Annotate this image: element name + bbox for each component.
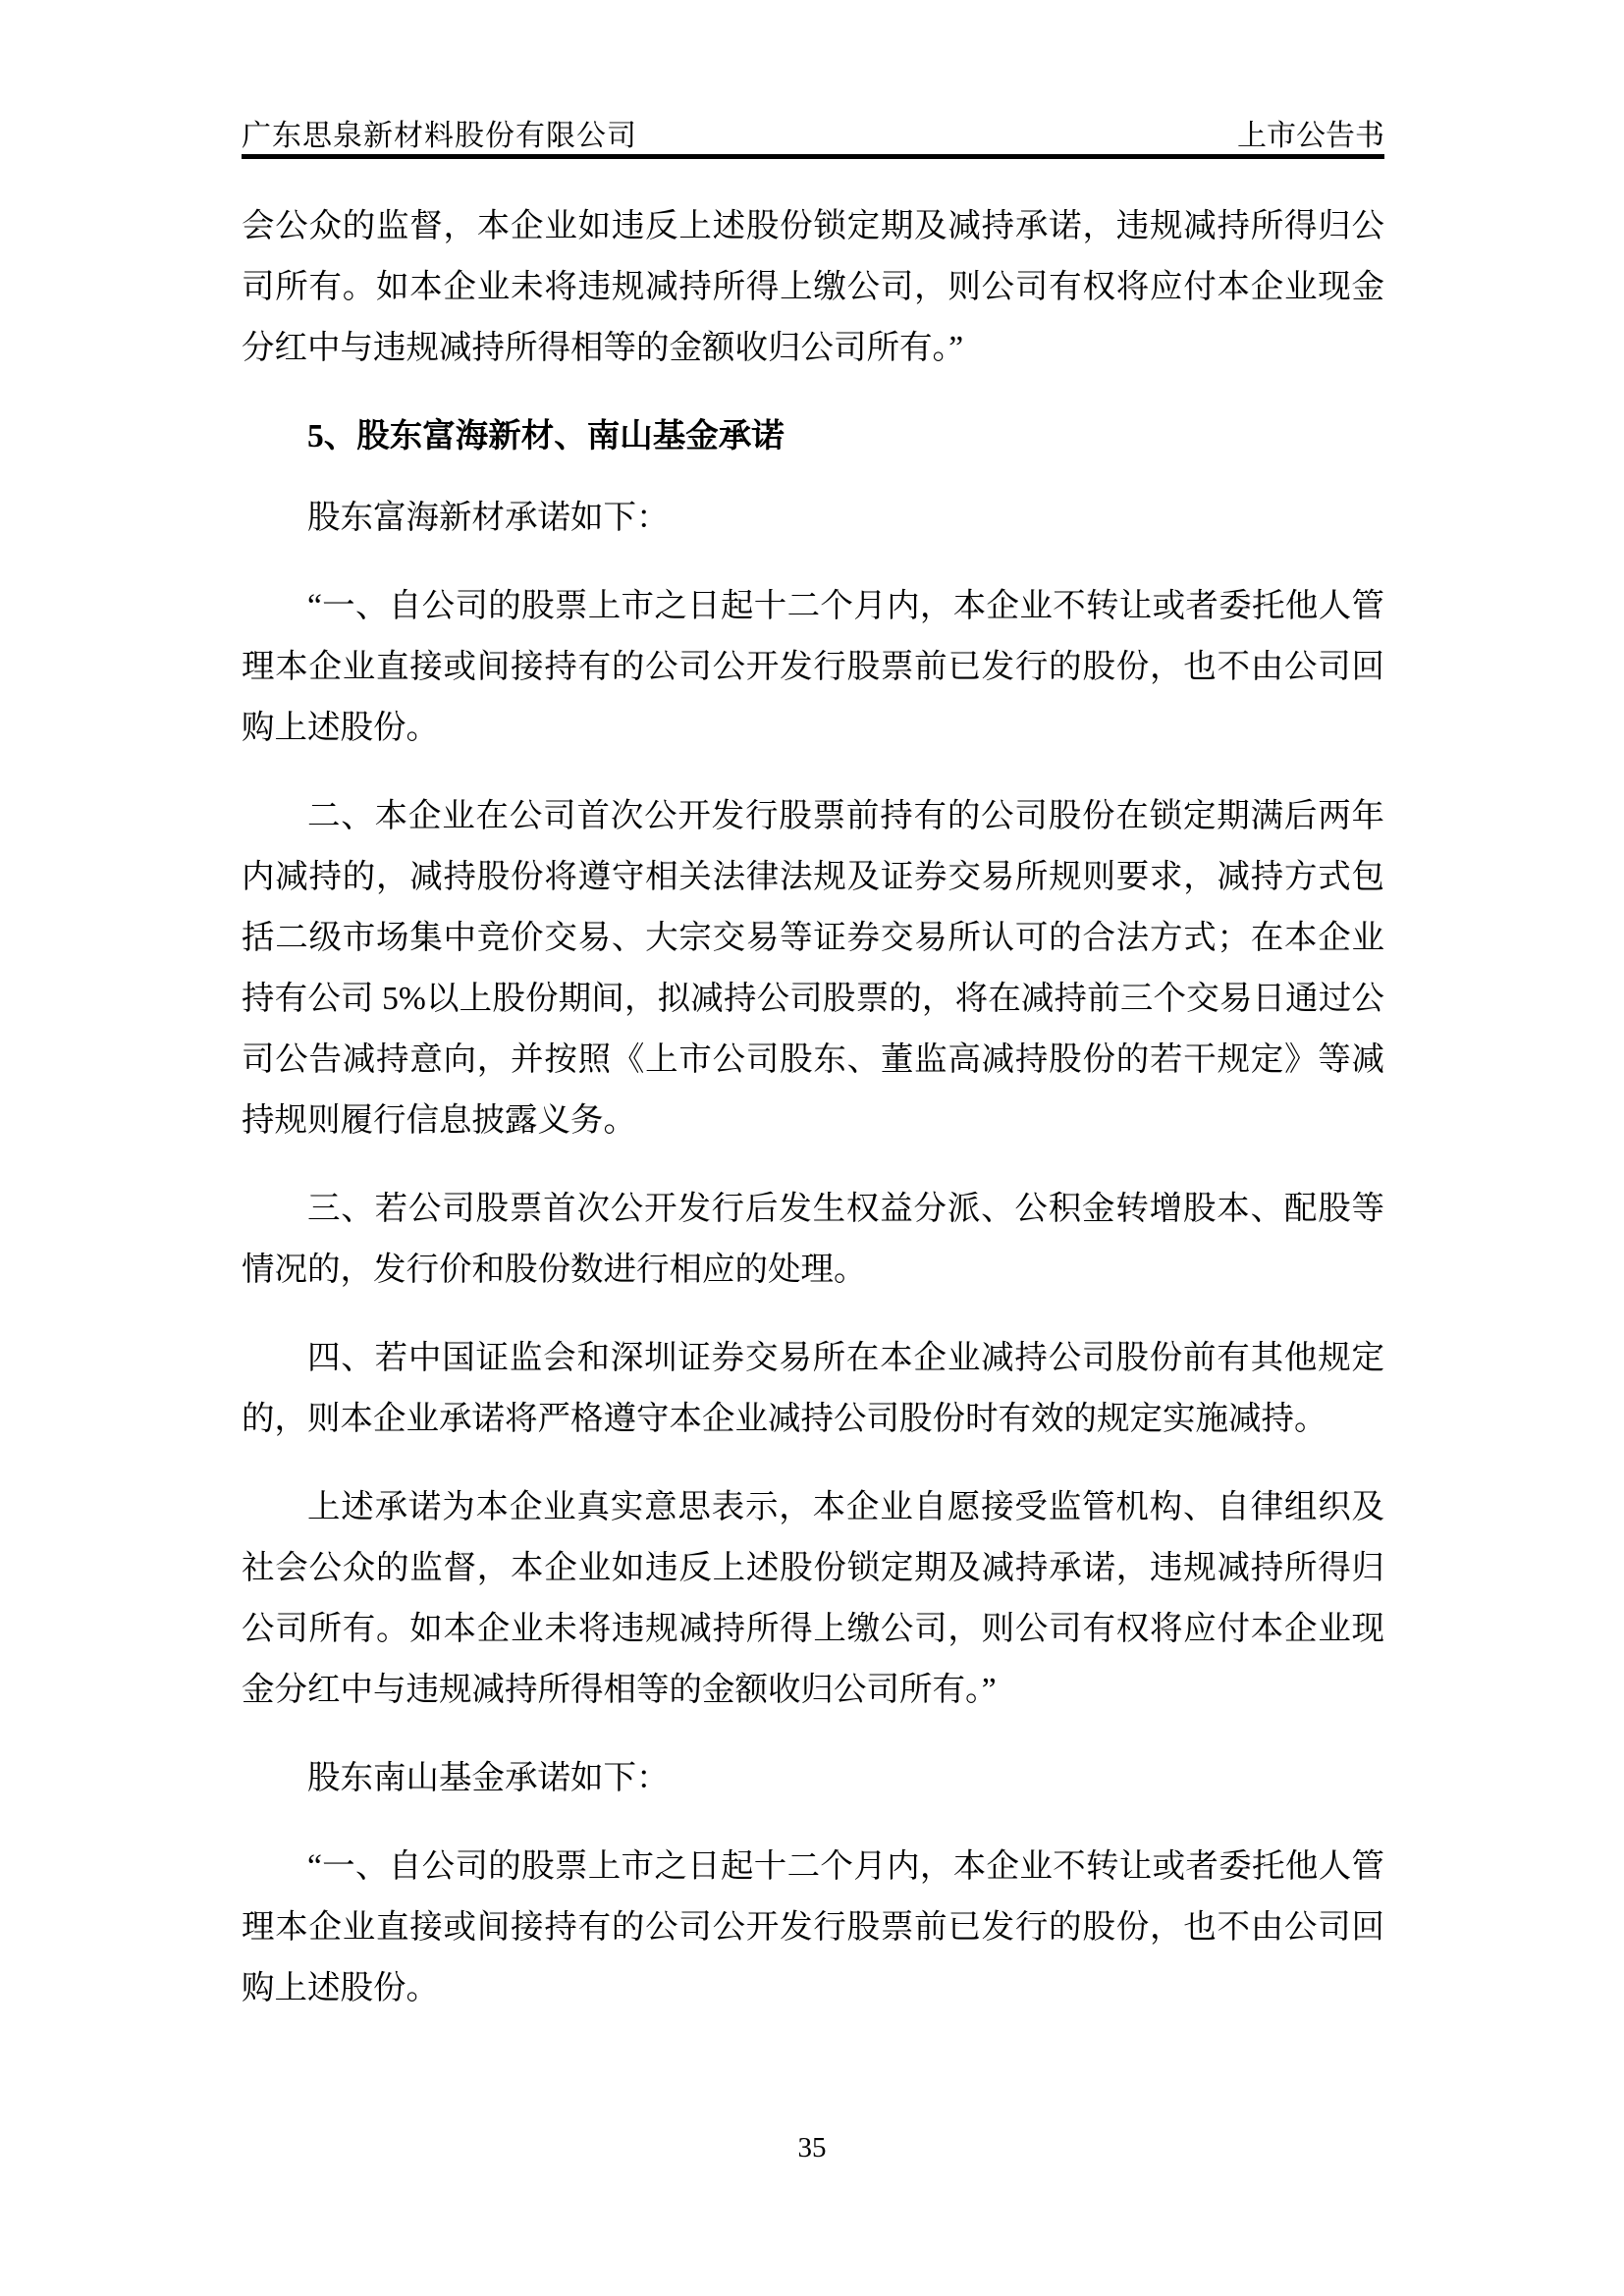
paragraph-nanshan-item-1: “一、自公司的股票上市之日起十二个月内，本企业不转让或者委托他人管理本企业直接或间接持有的公司公开发行股票前已发行的股份，也不由公司回购上述股份。 [242, 1848, 1384, 2006]
paragraph-fuhai-item-3: 三、若公司股票首次公开发行后发生权益分派、公积金转增股本、配股等情况的，发行价和股份数进行相应的处理。 [242, 1191, 1384, 1288]
paragraph-fuhai-item-2: 二、本企业在公司首次公开发行股票前持有的公司股份在锁定期满后两年内减持的，减持股份将遵守相关法律法规及证券交易所规则要求，减持方式包括二级市场集中竞价交易、大宗交易等证券交易所认可的合法方式；在本企业持有公司 5%以上股份期间，拟减持公司股票的，将在减持前三个交易日通过公司公告减持意向，并按照《上市公司股东、董监高减持股份的若干规定》等减持规则履行信息披露义务。 [242, 798, 1384, 1139]
paragraph-fuhai-item-1: “一、自公司的股票上市之日起十二个月内，本企业不转让或者委托他人管理本企业直接或间接持有的公司公开发行股票前已发行的股份，也不由公司回购上述股份。 [242, 588, 1384, 746]
page-number: 35 [797, 2132, 827, 2163]
paragraph-fuhai-closing: 上述承诺为本企业真实意思表示，本企业自愿接受监管机构、自律组织及社会公众的监督，本企业如违反上述股份锁定期及减持承诺，违规减持所得归公司所有。如本企业未将违规减持所得上缴公司，则公司有权将应付本企业现金分红中与违规减持所得相等的金额收归公司所有。” [242, 1489, 1384, 1708]
page-footer [0, 2128, 1624, 2167]
paragraph-fuhai-item-4: 四、若中国证监会和深圳证券交易所在本企业减持公司股份前有其他规定的，则本企业承诺将严格遵守本企业减持公司股份时有效的规定实施减持。 [242, 1340, 1384, 1437]
paragraph-fuhai-intro: 股东富海新材承诺如下： [307, 500, 670, 536]
header-company-name: 广东思泉新材料股份有限公司 [242, 120, 637, 152]
paragraph-continuation: 会公众的监督，本企业如违反上述股份锁定期及减持承诺，违规减持所得归公司所有。如本企业未将违规减持所得上缴公司，则公司有权将应付本企业现金分红中与违规减持所得相等的金额收归公司所有。” [242, 208, 1384, 366]
paragraph-nanshan-intro: 股东南山基金承诺如下： [307, 1760, 670, 1796]
section-heading-5: 5、股东富海新材、南山基金承诺 [307, 418, 785, 454]
document-body [242, 196, 1384, 2019]
header-doc-title: 上市公告书 [1237, 120, 1384, 152]
page-header [242, 119, 1384, 159]
